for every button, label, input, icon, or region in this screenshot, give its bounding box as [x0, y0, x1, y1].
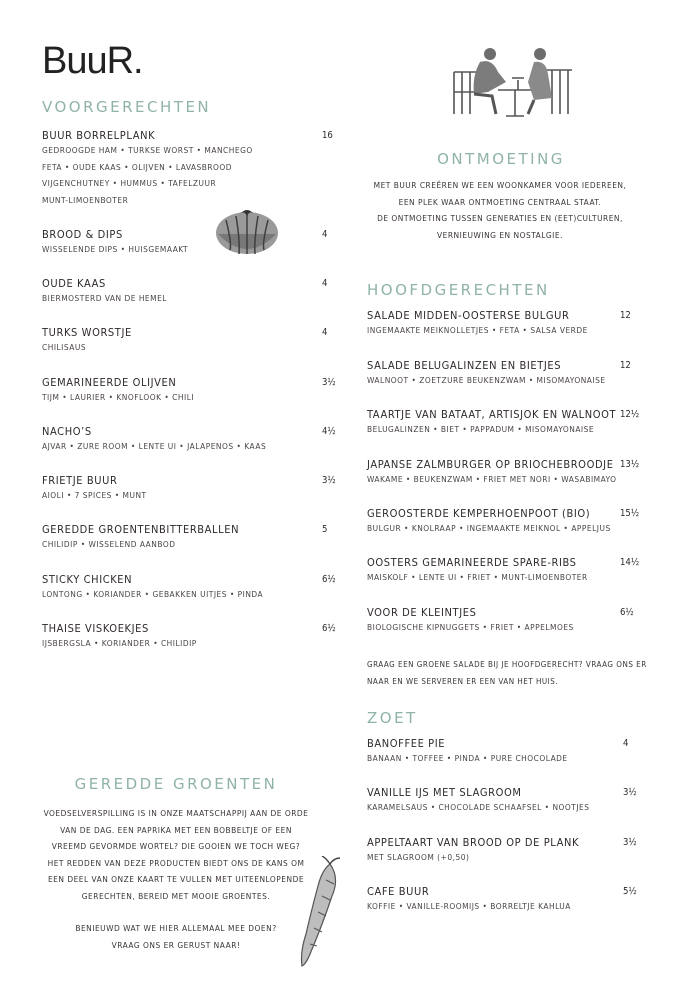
item-price: 6½: [620, 607, 634, 618]
text-line: HET REDDEN VAN DEZE PRODUCTEN BIEDT ONS DE KANS OM: [47, 857, 305, 868]
item-description: LONTONG • KORIANDER • GEBAKKEN UITJES • PINDA: [42, 589, 264, 599]
menu-item: [42, 523, 352, 553]
item-name: SALADE MIDDEN-OOSTERSE BULGUR: [367, 309, 570, 322]
menu-item: [42, 376, 352, 406]
meeting-text: [350, 177, 650, 243]
item-price: 16: [322, 130, 333, 141]
text-line: NAAR EN WE SERVEREN ER EEN VAN HET HUIS.: [367, 676, 559, 686]
item-name: OUDE KAAS: [42, 277, 106, 290]
item-price: 4: [623, 738, 629, 749]
menu-item: [42, 277, 352, 307]
item-price: 3½: [623, 787, 637, 798]
item-name: GEMARINEERDE OLIJVEN: [42, 376, 177, 389]
item-price: 6½: [322, 623, 336, 634]
menu-item: [367, 606, 650, 636]
item-description: WAKAME • BEUKENZWAM • FRIET MET NORI • WASABIMAYO: [367, 474, 617, 484]
item-name: JAPANSE ZALMBURGER OP BRIOCHEBROODJE: [367, 458, 614, 471]
brand-logo: BuuR.: [42, 40, 143, 82]
menu-item: [367, 836, 653, 866]
meeting-illustration: [448, 42, 578, 120]
item-description: BANAAN • TOFFEE • PINDA • PURE CHOCOLADE: [367, 753, 568, 763]
item-name: APPELTAART VAN BROOD OP DE PLANK: [367, 836, 580, 849]
rescued-text: [14, 805, 338, 904]
item-description: BULGUR • KNOLRAAP • INGEMAAKTE MEIKNOL • APPELJUS: [367, 523, 611, 533]
menu-item: [42, 425, 352, 455]
item-description: MUNT-LIMOENBOTER: [42, 194, 129, 205]
item-name: GEROOSTERDE KEMPERHOENPOOT (BIO): [367, 507, 591, 520]
text-line: EEN PLEK WAAR ONTMOETING CENTRAAL STAAT.: [398, 196, 602, 207]
item-price: 13½: [620, 459, 640, 470]
item-price: 4: [322, 278, 328, 289]
item-price: 6½: [322, 574, 336, 585]
mains-title: HOOFDGERECHTEN: [367, 281, 550, 299]
item-price: 5½: [623, 886, 637, 897]
item-description: FETA • OUDE KAAS • OLIJVEN • LAVASBROOD: [42, 161, 233, 172]
item-description: TIJM • LAURIER • KNOFLOOK • CHILI: [42, 392, 195, 402]
item-name: NACHO’S: [42, 425, 92, 438]
item-description: INGEMAAKTE MEIKNOLLETJES • FETA • SALSA VERDE: [367, 325, 588, 335]
item-price: 14½: [620, 557, 640, 568]
item-name: TURKS WORSTJE: [42, 326, 132, 339]
text-line: VOEDSELVERSPILLING IS IN ONZE MAATSCHAPPIJ AAN DE ORDE: [43, 808, 309, 818]
menu-item: [367, 885, 653, 915]
menu-item: [367, 309, 650, 339]
meeting-title: ONTMOETING: [437, 150, 565, 168]
starters-title: VOORGERECHTEN: [42, 98, 212, 116]
item-description: BIERMOSTERD VAN DE HEMEL: [42, 293, 167, 303]
item-description: MET SLAGROOM (+0,50): [367, 852, 470, 862]
item-name: CAFE BUUR: [367, 885, 430, 898]
text-line: GRAAG EEN GROENE SALADE BIJ JE HOOFDGERECHT? VRAAG ONS ER: [367, 660, 647, 669]
item-price: 3½: [322, 475, 336, 486]
item-price: 4: [322, 229, 328, 240]
menu-item: [42, 326, 352, 356]
item-price: 12½: [620, 409, 640, 420]
item-description: WISSELENDE DIPS • HUISGEMAAKT: [42, 244, 189, 254]
menu-item: [367, 507, 650, 537]
text-line: VERNIEUWING EN NOSTALGIE.: [437, 229, 563, 240]
menu-item: [367, 408, 650, 438]
item-description: KOFFIE • VANILLE-ROOMIJS • BORRELTJE KAHLUA: [367, 901, 571, 911]
item-price: 5: [322, 524, 328, 535]
item-name: BUUR BORRELPLANK: [42, 129, 156, 142]
menu-item: [42, 573, 352, 603]
tomato-illustration: [212, 204, 282, 256]
item-name: TAARTJE VAN BATAAT, ARTISJOK EN WALNOOT: [367, 408, 617, 421]
item-name: SALADE BELUGALINZEN EN BIETJES: [367, 359, 562, 372]
text-line: VAN DE DAG. EEN PAPRIKA MET EEN BOBBELTJE OF EEN: [60, 824, 292, 835]
item-description: MAISKOLF • LENTE UI • FRIET • MUNT-LIMOENBOTER: [367, 572, 588, 582]
item-name: VOOR DE KLEINTJES: [367, 606, 477, 619]
menu-item: [42, 622, 352, 652]
item-price: 3½: [623, 837, 637, 848]
text-line: DE ONTMOETING TUSSEN GENERATIES EN (EET)CULTUREN,: [377, 213, 623, 223]
item-price: 3½: [322, 377, 336, 388]
item-description: CHILISAUS: [42, 342, 87, 352]
item-description: BIOLOGISCHE KIPNUGGETS • FRIET • APPELMOES: [367, 622, 574, 632]
text-line: VREEMD GEVORMDE WORTEL? DIE GOOIEN WE TOCH WEG?: [51, 841, 301, 851]
item-description: AIOLI • 7 SPICES • MUNT: [42, 490, 147, 500]
menu-item: [42, 129, 352, 208]
carrot-illustration: [296, 856, 342, 968]
item-description: IJSBERGSLA • KORIANDER • CHILIDIP: [42, 638, 197, 648]
rescued-title: GEREDDE GROENTEN: [74, 775, 278, 793]
text-line: GERECHTEN, BEREID MET MOOIE GROENTES.: [81, 890, 271, 901]
menu-item: [367, 556, 650, 586]
item-name: BROOD & DIPS: [42, 228, 123, 241]
rescued-question: [14, 920, 338, 953]
dessert-title: ZOET: [367, 709, 418, 727]
item-description: KARAMELSAUS • CHOCOLADE SCHAAFSEL • NOOTJES: [367, 802, 590, 812]
menu-item: [367, 359, 650, 389]
menu-item: [367, 737, 653, 767]
menu-item: [367, 786, 653, 816]
text-line: BENIEUWD WAT WE HIER ALLEMAAL MEE DOEN?: [75, 923, 277, 933]
menu-item: [367, 458, 650, 488]
text-line: VRAAG ONS ER GERUST NAAR!: [111, 939, 241, 950]
item-description: WALNOOT • ZOETZURE BEUKENZWAM • MISOMAYONAISE: [367, 375, 606, 385]
item-price: 12: [620, 360, 631, 371]
item-price: 15½: [620, 508, 640, 519]
item-name: GEREDDE GROENTENBITTERBALLEN: [42, 523, 240, 536]
item-name: VANILLE IJS MET SLAGROOM: [367, 786, 522, 799]
item-name: BANOFFEE PIE: [367, 737, 446, 750]
item-price: 12: [620, 310, 631, 321]
item-description: AJVAR • ZURE ROOM • LENTE UI • JALAPENOS • KAAS: [42, 441, 267, 451]
text-line: EEN DEEL VAN ONZE KAART TE VULLEN MET UITEENLOPENDE: [47, 874, 305, 884]
item-name: THAISE VISKOEKJES: [42, 622, 149, 635]
item-name: STICKY CHICKEN: [42, 573, 133, 586]
item-description: VIJGENCHUTNEY • HUMMUS • TAFELZUUR: [42, 178, 217, 188]
menu-item: [42, 474, 352, 504]
text-line: MET BUUR CREËREN WE EEN WOONKAMER VOOR IEDEREEN,: [373, 180, 627, 190]
item-price: 4: [322, 327, 328, 338]
mains-note: [367, 657, 667, 690]
menu-item: [42, 228, 352, 258]
item-description: BELUGALINZEN • BIET • PAPPADUM • MISOMAYONAISE: [367, 424, 595, 434]
item-price: 4½: [322, 426, 336, 437]
item-description: CHILIDIP • WISSELEND AANBOD: [42, 539, 176, 549]
item-name: OOSTERS GEMARINEERDE SPARE-RIBS: [367, 556, 577, 569]
item-name: FRIETJE BUUR: [42, 474, 118, 487]
item-description: GEDROOGDE HAM • TURKSE WORST • MANCHEGO: [42, 145, 253, 155]
